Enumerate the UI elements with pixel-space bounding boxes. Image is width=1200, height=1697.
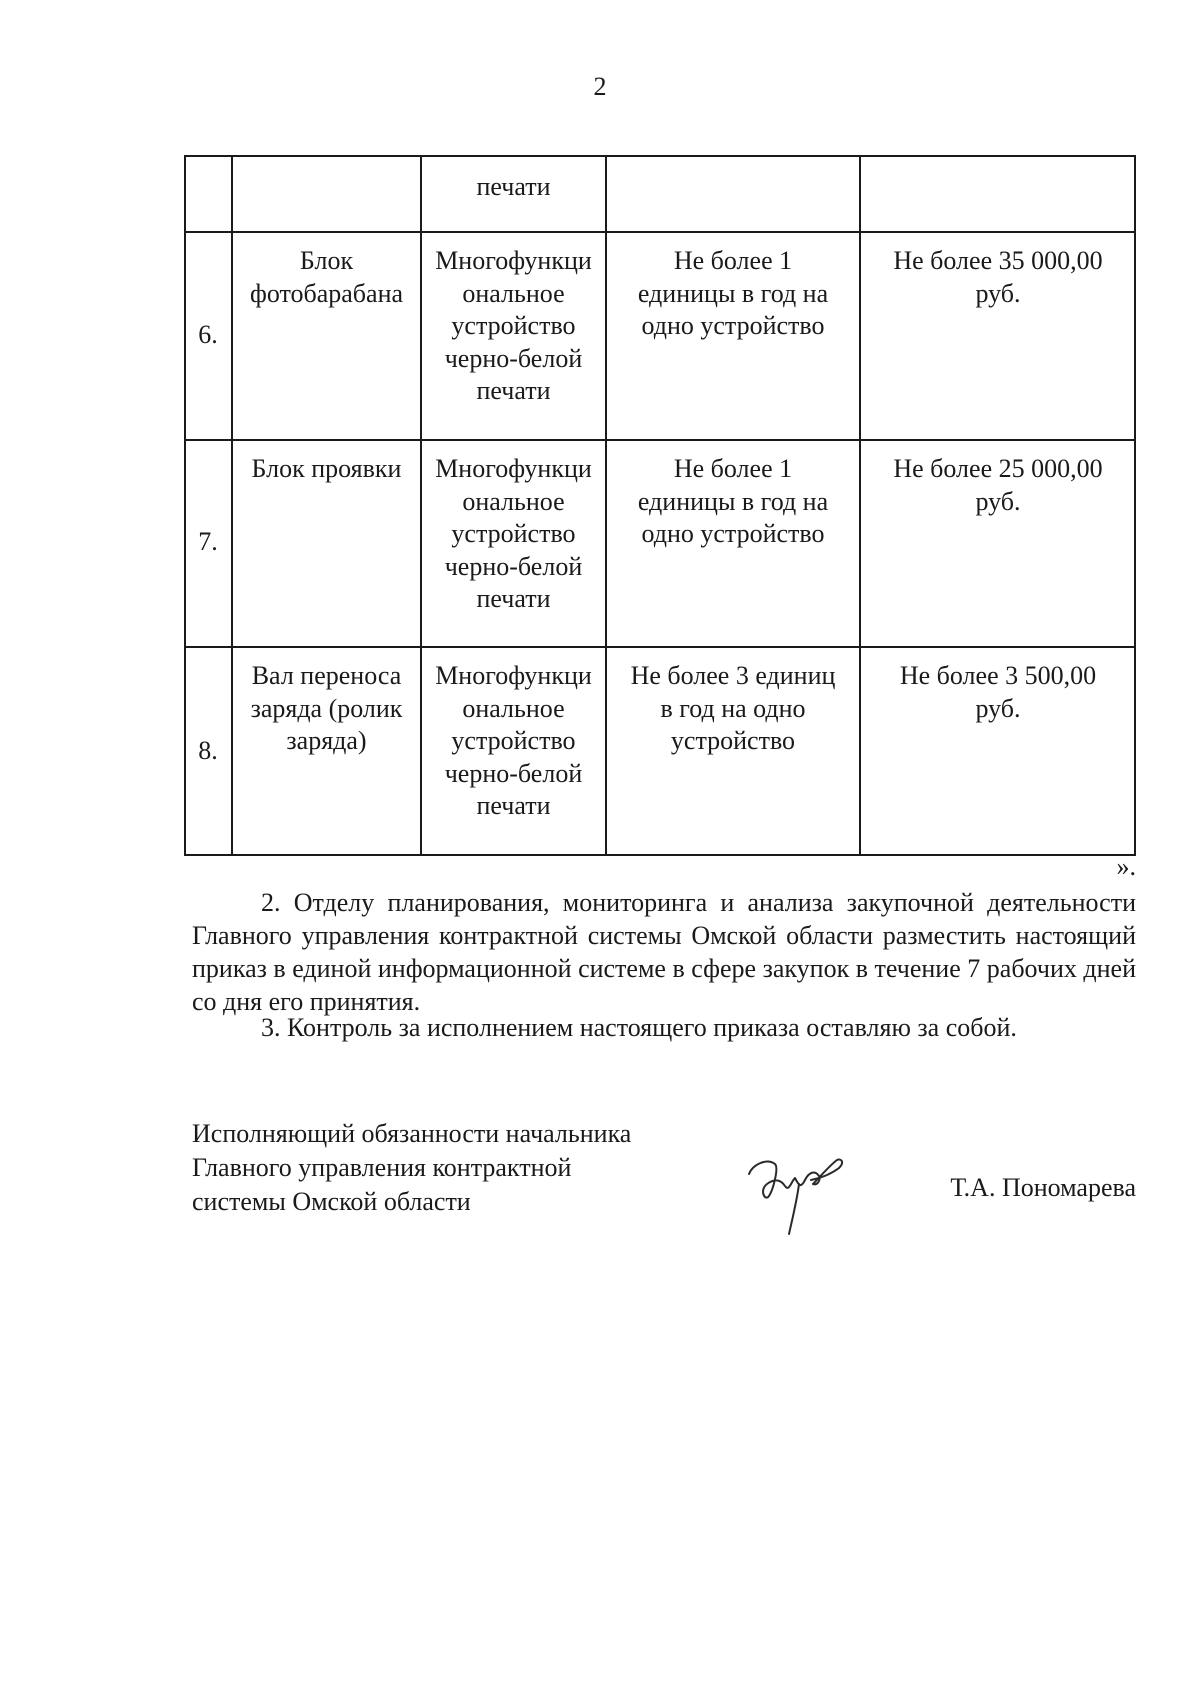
table-cell-price: Не более 25 000,00 руб.	[893, 454, 1103, 516]
table-cell-num: 6.	[198, 319, 218, 349]
table-cell-name: Вал переноса заряда (ролик заряда)	[250, 661, 403, 755]
table-cell-name: Блок фотобарабана	[249, 246, 404, 308]
table-cell-num	[184, 155, 232, 231]
table-border	[231, 155, 233, 856]
page-number: 2	[593, 72, 607, 101]
table-cell-quantity	[606, 155, 860, 231]
table-cell-name	[232, 155, 421, 231]
signatory-name: Т.А. Пономарева	[950, 1173, 1136, 1202]
table-cell-name: Блок проявки	[251, 454, 402, 483]
table-border	[184, 155, 1136, 157]
table-cell-device: печати	[476, 172, 551, 201]
table-cell-num: 8.	[198, 735, 218, 765]
closing-quote: ».	[1116, 852, 1136, 881]
table-border	[184, 155, 186, 856]
paragraph-2: 2. Отделу планирования, мониторинга и анализа закупочной деятельности Главного управления контрактной системы Омской области разместить настоящий приказ в единой информационной системе в сфере закупок в течение 7 рабочих дней со дня его принятия.	[192, 888, 1136, 1016]
signatory-line-3: системы Омской области	[192, 1187, 471, 1216]
handwritten-signature	[745, 1150, 855, 1240]
signatory-position	[192, 1117, 631, 1219]
table-cell-price	[860, 155, 1136, 231]
table-border	[184, 854, 1136, 856]
limits-table	[184, 155, 1136, 856]
table-cell-quantity: Не более 3 единиц в год на одно устройство	[630, 661, 836, 755]
table-border	[859, 155, 861, 856]
table-cell-device: Многофункци ональное устройство черно-белой печати	[435, 661, 592, 820]
table-cell-quantity: Не более 1 единицы в год на одно устройство	[637, 454, 829, 548]
table-border	[605, 155, 607, 856]
table-border	[420, 155, 422, 856]
table-border	[184, 231, 1136, 233]
table-cell-device: Многофункци ональное устройство черно-белой печати	[435, 246, 592, 405]
paragraph-3: 3. Контроль за исполнением настоящего приказа оставляю за собой.	[261, 1013, 1017, 1042]
signatory-line-2: Главного управления контрактной	[192, 1153, 572, 1182]
table-cell-price: Не более 35 000,00 руб.	[893, 246, 1103, 308]
table-cell-quantity: Не более 1 единицы в год на одно устройство	[637, 246, 829, 340]
table-border	[184, 646, 1136, 648]
signatory-line-1: Исполняющий обязанности начальника	[192, 1119, 632, 1148]
table-cell-num: 7.	[198, 527, 218, 557]
table-border	[184, 439, 1136, 441]
table-border	[1134, 155, 1136, 856]
table-cell-price: Не более 3 500,00 руб.	[899, 661, 1097, 723]
table-cell-device: Многофункци ональное устройство черно-белой печати	[435, 454, 592, 613]
